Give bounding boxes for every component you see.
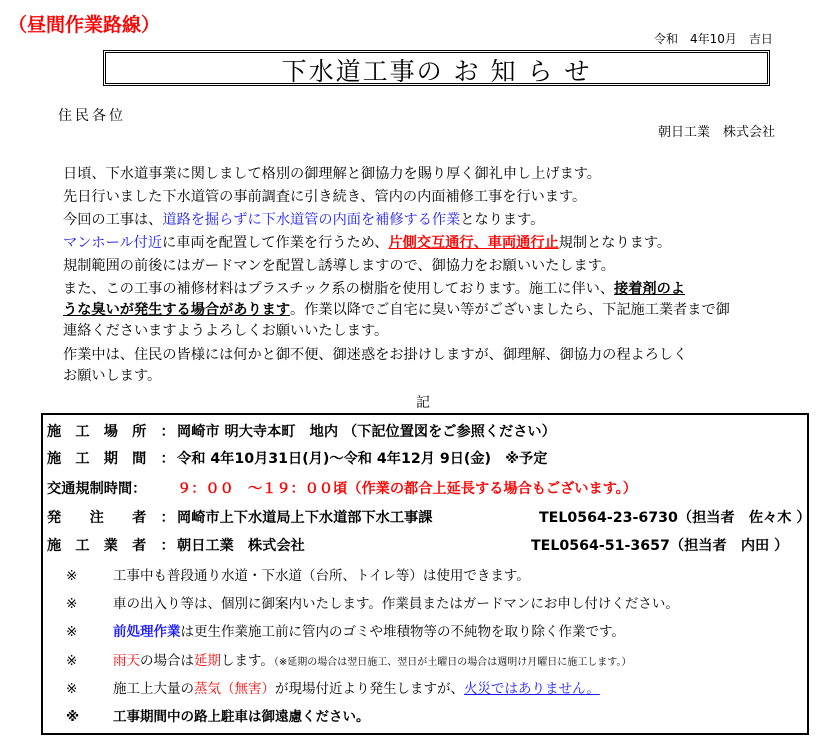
steam-highlight: 蒸気（無害） xyxy=(194,681,275,697)
pretreatment-highlight: 前処理作業 xyxy=(113,624,181,640)
note-3: ※ 前処理作業は更生作業施工前に管内のゴミや堆積物等の不純物を取り除く作業です。 xyxy=(66,624,625,640)
note-6: ※ 工事期間中の路上駐車は御遠慮ください。 xyxy=(66,709,370,725)
period-label: 施 工 期 間 ： xyxy=(47,451,175,467)
contractor-value: 朝日工業 株式会社 xyxy=(177,538,305,554)
odor-highlight-a: 接着剤のよ xyxy=(614,281,685,297)
note-2: ※ 車の出入り等は、個別に御案内いたします。作業員またはガードマンにお申し付けください。 xyxy=(66,596,679,612)
rain-highlight: 雨天 xyxy=(113,653,140,669)
note-1: ※ 工事中も普段通り水道・下水道（台所、トイレ等）は使用できます。 xyxy=(66,568,530,584)
odor-highlight-b: うな臭いが発生する場合があります xyxy=(63,302,291,318)
orderer-value: 岡崎市上下水道局上下水道部下水工事課 xyxy=(177,510,433,526)
body-line-4: マンホール付近に車両を配置して作業を行うため、片側交互通行、車両通行止規制となります。 xyxy=(63,235,672,251)
orderer-label: 発 注 者 ： xyxy=(47,510,175,526)
postpone-note: （※延期の場合は翌日施工、翌日が土曜日の場合は週明け月曜日に施工します。） xyxy=(273,657,632,668)
traffic-row xyxy=(47,478,637,498)
contractor-label: 施 工 業 者 ： xyxy=(47,538,175,554)
manhole-highlight: マンホール付近 xyxy=(63,235,163,251)
orderer-tel: TEL0564-23-6730（担当者 佐々木 ） xyxy=(539,510,811,526)
body-line-9: 作業中は、住民の皆様には何かと御不便、御迷惑をお掛けしますが、御理解、御協力の程よろしく xyxy=(63,347,688,363)
period-value: 令和 4年10月31日(月)～令和 4年12月 9日(金) ※予定 xyxy=(177,451,548,467)
body-line-3: 今回の工事は、道路を掘らずに下水道管の内面を補修する作業となります。 xyxy=(63,212,545,228)
body-line-5: 規制範囲の前後にはガードマンを配置し誘導しますので、御協力をお願いいたします。 xyxy=(63,258,615,274)
orderer-row xyxy=(47,507,811,527)
notice-date: 令和 4年10月 吉日 xyxy=(654,32,773,46)
traffic-value: ９：００ ～１９：００頃（作業の都合上延長する場合もございます。） xyxy=(177,481,637,497)
place-row xyxy=(47,421,556,441)
contractor-tel: TEL0564-51-3657（担当者 内田 ） xyxy=(531,538,789,554)
period-row xyxy=(47,448,547,468)
postpone-highlight: 延期 xyxy=(194,653,221,669)
sender: 朝日工業 株式会社 xyxy=(658,125,776,140)
place-value: 岡崎市 明大寺本町 地内 （下記位置図をご参照ください） xyxy=(177,424,556,440)
recipient: 住民各位 xyxy=(58,108,126,124)
traffic-restriction-highlight: 片側交互通行、車両通行止 xyxy=(388,235,559,251)
place-label: 施 工 場 所 ： xyxy=(47,424,175,440)
contractor-row xyxy=(47,535,789,555)
body-line-7: うな臭いが発生する場合があります。作業以降でご自宅に臭い等がございましたら、下記施工業者まで御 xyxy=(63,302,730,318)
body-line-8: 連絡くださいますようよろしくお願いいたします。 xyxy=(63,323,389,339)
note-5: ※ 施工上大量の蒸気（無害）が現場付近より発生しますが、火災ではありません。 xyxy=(66,681,600,697)
body-line-2: 先日行いました下水道管の事前調査に引き続き、管内の内面補修工事を行います。 xyxy=(63,189,587,205)
not-fire-highlight: 火災ではありません。 xyxy=(464,681,600,697)
traffic-label: 交通規制時間： xyxy=(47,481,147,497)
no-dig-repair-highlight: 道路を掘らずに下水道管の内面を補修する作業 xyxy=(162,212,461,228)
body-line-6: また、この工事の補修材料はプラスチック系の樹脂を使用しております。施工に伴い、接着剤のよ xyxy=(63,281,685,297)
page-title: 下水道工事の お 知 ら せ xyxy=(281,57,592,86)
body-line-10: お願いします。 xyxy=(63,368,162,384)
note-4: ※ 雨天の場合は延期します。（※延期の場合は翌日施工、翌日が土曜日の場合は週明け月曜日に施工します。） xyxy=(66,653,632,669)
ki-heading: 記 xyxy=(416,395,430,411)
route-tag: （昼間作業路線） xyxy=(8,14,161,36)
body-line-1: 日頃、下水道事業に関しまして格別の御理解と御協力を賜り厚く御礼申し上げます。 xyxy=(63,166,601,182)
